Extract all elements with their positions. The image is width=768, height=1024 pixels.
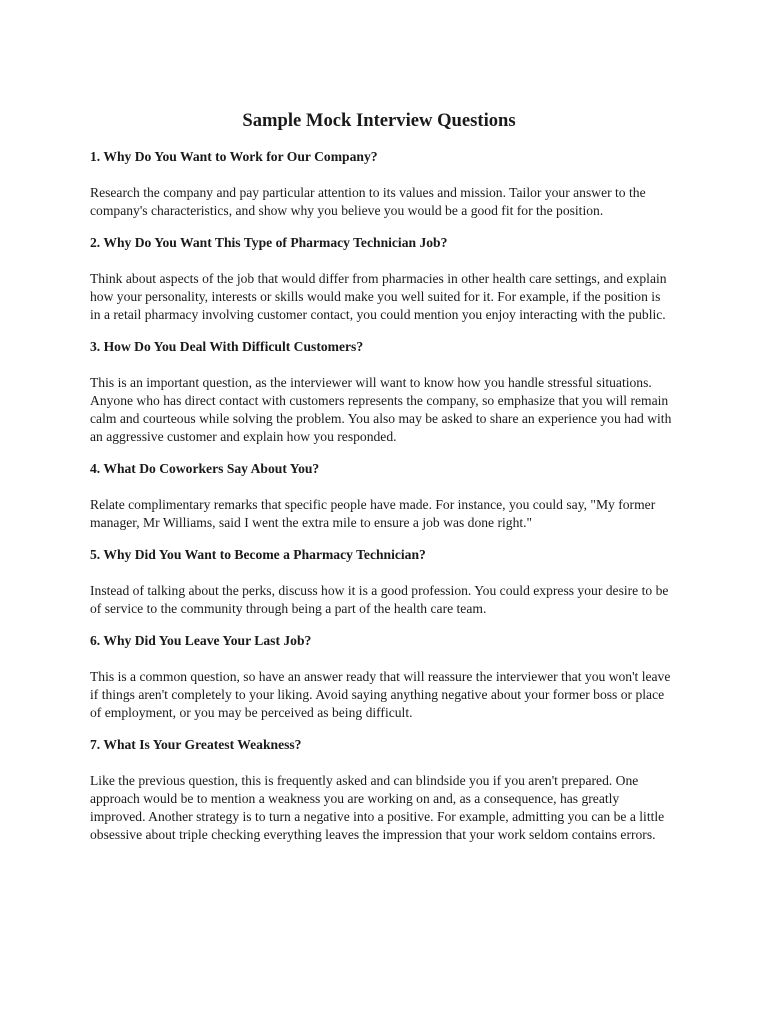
answer-paragraph: Like the previous question, this is frequently asked and can blindside you if you aren't prepared. One approach would be to mention a weakness you are working on and, as a consequence, has greatly improved. Another strategy is to turn a negative into a positive. For example, admitting you can be a little obsessive about triple checking everything leaves the impression that your work seldom contains errors. xyxy=(90,773,665,842)
question-heading: 1. Why Do You Want to Work for Our Company? xyxy=(90,149,378,164)
question-heading: 2. Why Do You Want This Type of Pharmacy Technician Job? xyxy=(90,235,448,250)
answer-paragraph: Think about aspects of the job that would differ from pharmacies in other health care settings, and explain how your personality, interests or skills would make you well suited for it. For example, if the position is in a retail pharmacy involving customer contact, you could mention you enjoy interacting with the public. xyxy=(90,271,667,322)
question-heading: 3. How Do You Deal With Difficult Customers? xyxy=(90,339,364,354)
question-block-3 xyxy=(90,338,673,446)
question-block-4 xyxy=(90,460,673,532)
question-block-2 xyxy=(90,234,673,324)
answer-paragraph: Relate complimentary remarks that specific people have made. For instance, you could say, "My former manager, Mr Williams, said I went the extra mile to ensure a job was done right." xyxy=(90,497,656,530)
question-heading: 4. What Do Coworkers Say About You? xyxy=(90,461,320,476)
question-heading: 7. What Is Your Greatest Weakness? xyxy=(90,737,302,752)
document-title: Sample Mock Interview Questions xyxy=(242,110,516,131)
question-heading: 5. Why Did You Want to Become a Pharmacy Technician? xyxy=(90,547,426,562)
answer-paragraph: Research the company and pay particular attention to its values and mission. Tailor your answer to the company's characteristics, and show why you believe you would be a good fit for the position. xyxy=(90,185,646,218)
question-block-5 xyxy=(90,546,673,618)
answer-paragraph: This is a common question, so have an answer ready that will reassure the interviewer that you won't leave if things aren't completely to your liking. Avoid saying anything negative about your former boss or place of employment, or you may be perceived as being difficult. xyxy=(90,669,671,720)
question-block-6 xyxy=(90,632,673,722)
question-block-7 xyxy=(90,736,673,844)
answer-paragraph: Instead of talking about the perks, discuss how it is a good profession. You could express your desire to be of service to the community through being a part of the health care team. xyxy=(90,583,669,616)
question-heading: 6. Why Did You Leave Your Last Job? xyxy=(90,633,312,648)
answer-paragraph: This is an important question, as the interviewer will want to know how you handle stressful situations. Anyone who has direct contact with customers represents the company, so emphasize that you will remain calm and courteous while solving the problem. You also may be asked to share an experience you had with an aggressive customer and explain how you responded. xyxy=(90,375,672,444)
question-block-1 xyxy=(90,148,673,220)
